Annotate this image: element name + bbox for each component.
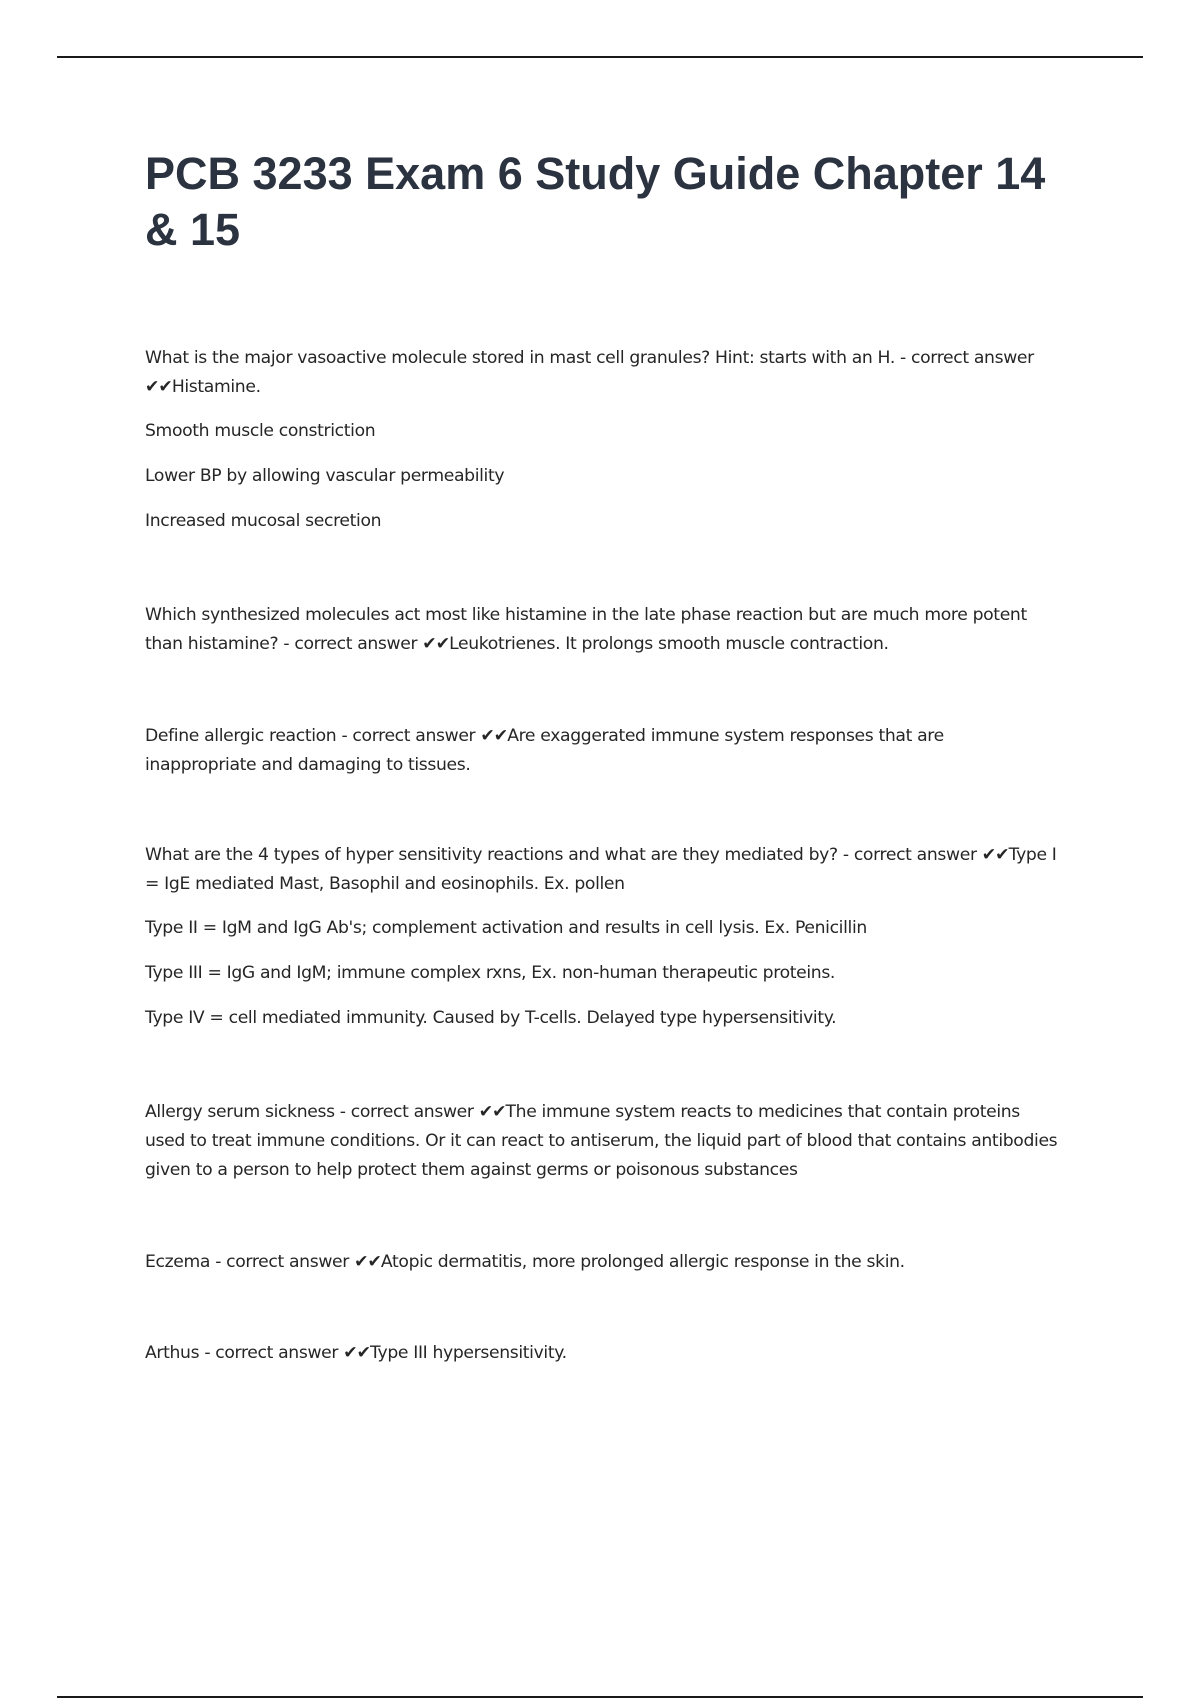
check-marks-icon: ✔✔ xyxy=(478,1102,506,1122)
question-text: Arthus - correct answer xyxy=(145,1343,344,1363)
qa-question-answer xyxy=(145,601,1060,659)
answer-text: Type III hypersensitivity. xyxy=(370,1343,567,1363)
question-text: Eczema - correct answer xyxy=(145,1252,355,1272)
qa-question-answer xyxy=(145,1339,1060,1368)
qa-question-answer xyxy=(145,344,1060,402)
question-text: What is the major vasoactive molecule stored in mast cell granules? Hint: starts with an H. - correct answer xyxy=(145,348,1034,368)
qa-item xyxy=(145,1098,1060,1185)
answer-extra-line: Type II = IgM and IgG Ab's; complement activation and results in cell lysis. Ex. Penicillin xyxy=(145,918,867,938)
answer-text: Histamine. xyxy=(171,377,261,397)
qa-item xyxy=(145,722,1060,780)
bottom-rule xyxy=(57,1696,1143,1698)
question-text: What are the 4 types of hyper sensitivity reactions and what are they mediated by? - correct answer xyxy=(145,845,982,865)
answer-extra-line: Smooth muscle constriction xyxy=(145,421,376,441)
answer-extra-line: Lower BP by allowing vascular permeability xyxy=(145,466,505,486)
qa-item xyxy=(145,1248,1060,1277)
check-marks-icon: ✔✔ xyxy=(981,845,1009,865)
qa-question-answer xyxy=(145,1098,1060,1185)
check-marks-icon: ✔✔ xyxy=(145,377,172,397)
answer-text: Are exaggerated immune system responses that are inappropriate and damaging to tissues. xyxy=(145,726,944,775)
check-marks-icon: ✔✔ xyxy=(480,726,508,746)
check-marks-icon: ✔✔ xyxy=(422,634,450,654)
page-title: PCB 3233 Exam 6 Study Guide Chapter 14 & 15 xyxy=(145,148,1046,255)
answer-text: Type I = IgE mediated Mast, Basophil and eosinophils. Ex. pollen xyxy=(145,845,1057,894)
qa-question-answer xyxy=(145,841,1060,899)
answer-text: Atopic dermatitis, more prolonged allergic response in the skin. xyxy=(380,1252,905,1272)
qa-question-answer xyxy=(145,1248,1060,1277)
answer-extra-line: Increased mucosal secretion xyxy=(145,511,382,531)
top-rule xyxy=(57,56,1143,58)
qa-item xyxy=(145,601,1060,659)
qa-item xyxy=(145,1339,1060,1368)
check-marks-icon: ✔✔ xyxy=(343,1343,371,1363)
qa-item xyxy=(145,841,1060,1033)
answer-extra-line: Type III = IgG and IgM; immune complex rxns, Ex. non-human therapeutic proteins. xyxy=(145,963,836,983)
answer-text: The immune system reacts to medicines that contain proteins used to treat immune conditions. Or it can react to antiserum, the liquid part of blood that contains antibodies given to a person to help protect them against germs or poisonous substances xyxy=(145,1102,1058,1180)
qa-item xyxy=(145,344,1060,536)
question-text: Which synthesized molecules act most like histamine in the late phase reaction but are much more potent than histamine? - correct answer xyxy=(145,605,1027,654)
check-marks-icon: ✔✔ xyxy=(354,1252,381,1272)
answer-extra-line: Type IV = cell mediated immunity. Caused by T-cells. Delayed type hypersensitivity. xyxy=(145,1008,837,1028)
answer-text: Leukotrienes. It prolongs smooth muscle contraction. xyxy=(449,634,889,654)
question-text: Allergy serum sickness - correct answer xyxy=(145,1102,479,1122)
qa-question-answer xyxy=(145,722,1060,780)
question-text: Define allergic reaction - correct answer xyxy=(145,726,481,746)
